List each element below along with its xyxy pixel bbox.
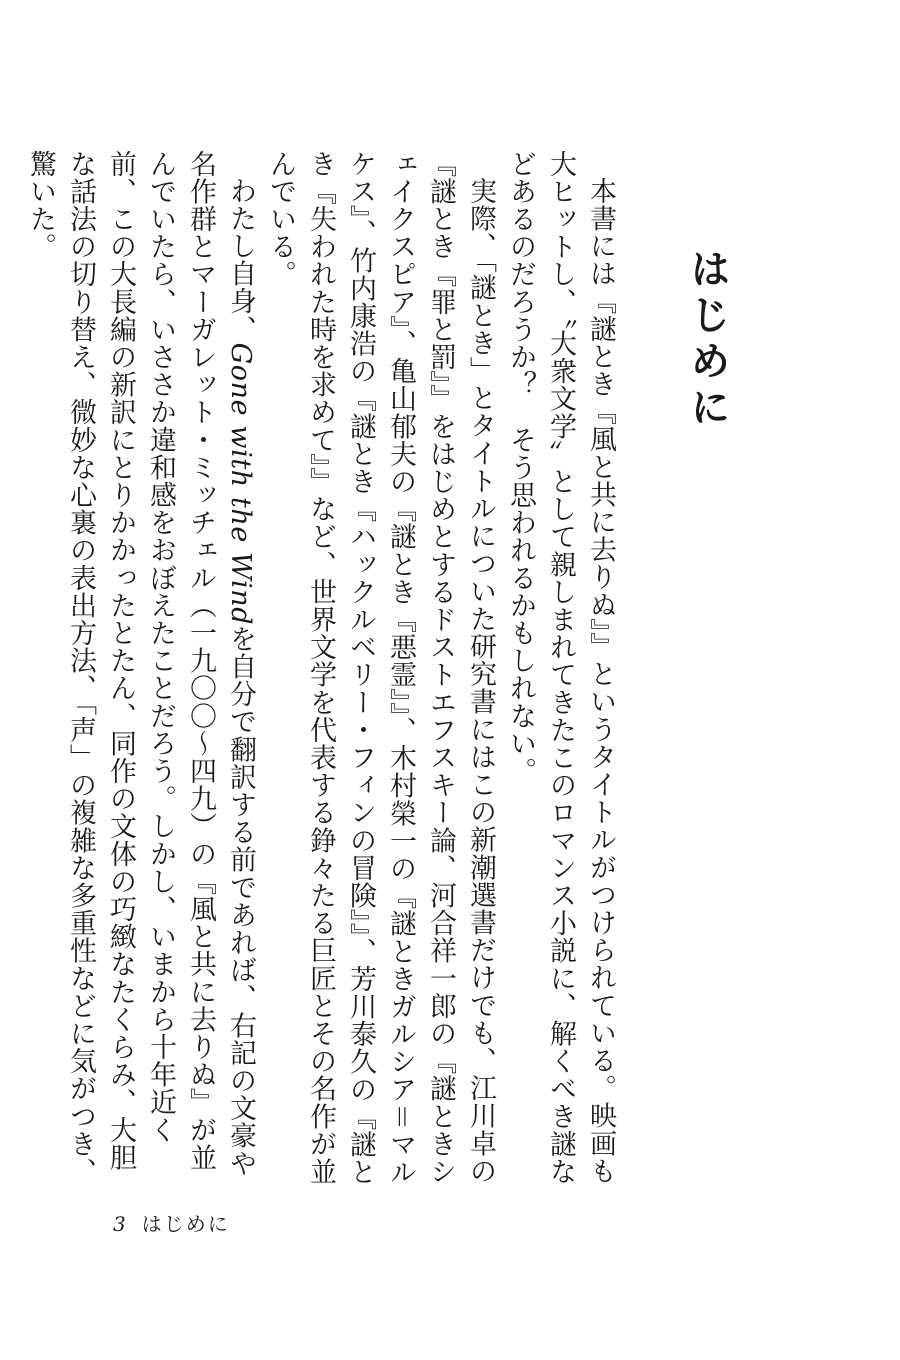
book-title-latin: Gone with the Wind — [225, 342, 256, 626]
paragraph-3-text-before: わたし自身、 — [225, 177, 256, 343]
page-number: 3 — [113, 1212, 126, 1236]
paragraph-3 — [20, 150, 260, 1190]
page-footer — [113, 1208, 230, 1238]
paragraph-1 — [500, 150, 620, 1190]
running-head: はじめに — [141, 1212, 230, 1236]
body-text — [25, 150, 620, 1190]
paragraph-3-text-after: を自分で翻訳する前であれば、右記の文豪や名作群とマーガレット・ミッチェル（一九〇〇～四九）の『風と共に去りぬ』が並んでいたら、いささか違和感をおぼえたことだろう。しかし、いまから十年近く前、この大長編の新訳にとりかかったとたん、同作の文体の巧緻なたくらみ、大胆な話法の切り替え、微妙な心裏の表出方法、「声」の複雑な多重性などに気がつき、驚いた。 — [25, 150, 256, 1186]
paragraph-2-text: 実際、「謎とき」とタイトルについた研究書にはこの新潮選書だけでも、江川卓の『謎とき『罪と罰』』をはじめとするドストエフスキー論、河合祥一郎の『謎ときシェイクスピア』、亀山郁夫の『謎とき『悪霊』』、木村榮一の『謎ときガルシア＝マルケス』、竹内康浩の『謎とき『ハックルベリー・フィンの冒険』』、芳川泰久の『謎とき『失われた時を求めて』』など、世界文学を代表する錚々たる巨匠とその名作が並んでいる。 — [265, 150, 496, 1186]
paragraph-1-text: 本書には『謎とき『風と共に去りぬ』』というタイトルがつけられている。映画も大ヒットし、〝大衆文学〟として親しまれてきたこのロマンス小説に、解くべき謎などあるのだろうか？ そう思われるかもしれない。 — [505, 150, 616, 1186]
paragraph-2 — [260, 150, 500, 1190]
chapter-title: はじめに — [684, 248, 731, 432]
